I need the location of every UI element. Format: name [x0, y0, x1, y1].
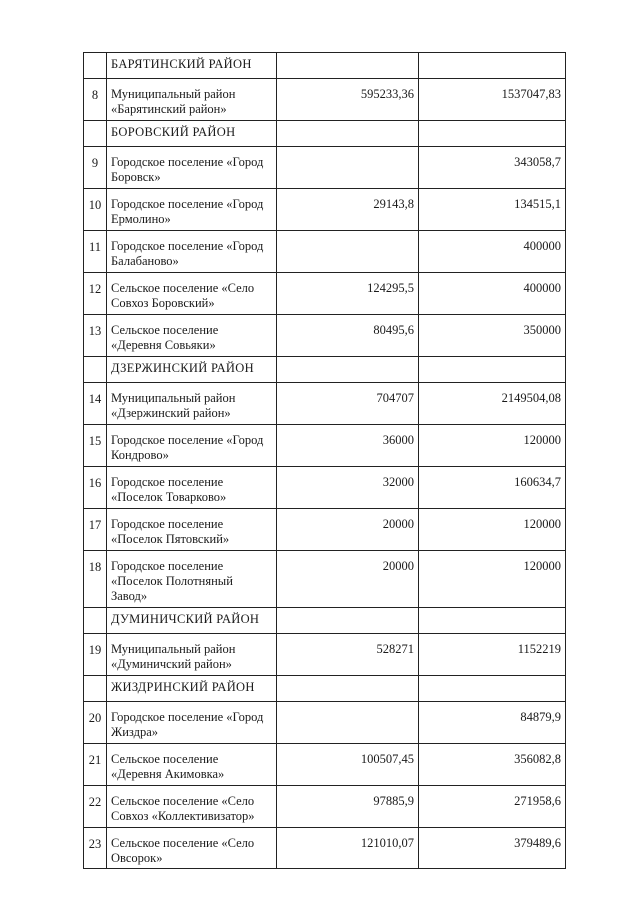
entity-name-cell	[107, 509, 277, 551]
entity-name-cell	[107, 147, 277, 189]
entity-name-cell	[107, 315, 277, 357]
section-num-cell	[84, 121, 107, 147]
table-row	[84, 425, 566, 467]
entity-name-line: Сельское поселение «Село	[111, 281, 255, 295]
section-value-cell	[419, 608, 566, 634]
entity-name-line: Совхоз «Коллективизатор»	[111, 809, 255, 823]
section-value-cell	[419, 121, 566, 147]
section-value-cell	[277, 53, 419, 79]
section-value-cell	[419, 357, 566, 383]
entity-name-line: Сельское поселение «Село	[111, 836, 255, 850]
value-column-2: 120000	[419, 509, 566, 551]
entity-name-cell	[107, 467, 277, 509]
table-row	[84, 551, 566, 608]
table-row	[84, 273, 566, 315]
entity-name-cell	[107, 828, 277, 869]
value-column-2: 120000	[419, 425, 566, 467]
section-num-cell	[84, 608, 107, 634]
entity-name-line: «Думиничский район»	[111, 657, 232, 671]
entity-name-line: Завод»	[111, 589, 148, 603]
value-column-2: 1537047,83	[419, 79, 566, 121]
row-number: 22	[84, 786, 107, 828]
section-title: БОРОВСКИЙ РАЙОН	[107, 121, 277, 147]
section-num-cell	[84, 676, 107, 702]
row-number: 17	[84, 509, 107, 551]
value-column-1: 80495,6	[277, 315, 419, 357]
section-value-cell	[419, 53, 566, 79]
entity-name-cell	[107, 702, 277, 744]
row-number: 14	[84, 383, 107, 425]
entity-name-line: Сельское поселение	[111, 752, 219, 766]
value-column-1: 704707	[277, 383, 419, 425]
table-row	[84, 828, 566, 869]
entity-name-line: «Дзержинский район»	[111, 406, 231, 420]
entity-name-line: Сельское поселение	[111, 323, 219, 337]
table-row	[84, 702, 566, 744]
value-column-2: 343058,7	[419, 147, 566, 189]
value-column-1: 528271	[277, 634, 419, 676]
table-row	[84, 315, 566, 357]
entity-name-line: Жиздра»	[111, 725, 159, 739]
section-value-cell	[277, 676, 419, 702]
value-column-2: 2149504,08	[419, 383, 566, 425]
section-row	[84, 53, 566, 79]
entity-name-cell	[107, 551, 277, 608]
section-title: ДУМИНИЧСКИЙ РАЙОН	[107, 608, 277, 634]
entity-name-line: Овсорок»	[111, 851, 163, 865]
entity-name-line: Городское поселение	[111, 517, 224, 531]
value-column-1: 97885,9	[277, 786, 419, 828]
section-value-cell	[277, 608, 419, 634]
entity-name-cell	[107, 79, 277, 121]
entity-name-line: «Поселок Полотняный	[111, 574, 233, 588]
value-column-1: 100507,45	[277, 744, 419, 786]
entity-name-line: Ермолино»	[111, 212, 171, 226]
row-number: 15	[84, 425, 107, 467]
value-column-1: 32000	[277, 467, 419, 509]
table-row	[84, 786, 566, 828]
value-column-2: 271958,6	[419, 786, 566, 828]
value-column-1: 595233,36	[277, 79, 419, 121]
value-column-1	[277, 231, 419, 273]
value-column-2: 379489,6	[419, 828, 566, 869]
value-column-1: 20000	[277, 551, 419, 608]
table-row	[84, 147, 566, 189]
value-column-2: 1152219	[419, 634, 566, 676]
entity-name-line: Городское поселение «Город	[111, 710, 264, 724]
entity-name-line: Балабаново»	[111, 254, 179, 268]
table-row	[84, 467, 566, 509]
row-number: 12	[84, 273, 107, 315]
section-title: ДЗЕРЖИНСКИЙ РАЙОН	[107, 357, 277, 383]
table-body	[84, 53, 566, 869]
table-row	[84, 231, 566, 273]
entity-name-line: Городское поселение «Город	[111, 197, 264, 211]
entity-name-line: Кондрово»	[111, 448, 169, 462]
row-number: 20	[84, 702, 107, 744]
row-number: 8	[84, 79, 107, 121]
row-number: 9	[84, 147, 107, 189]
value-column-2: 400000	[419, 273, 566, 315]
entity-name-line: Городское поселение «Город	[111, 433, 264, 447]
row-number: 23	[84, 828, 107, 869]
entity-name-line: Городское поселение	[111, 475, 224, 489]
row-number: 16	[84, 467, 107, 509]
entity-name-cell	[107, 383, 277, 425]
entity-name-line: «Поселок Пятовский»	[111, 532, 230, 546]
table-row	[84, 509, 566, 551]
value-column-2: 400000	[419, 231, 566, 273]
entity-name-cell	[107, 634, 277, 676]
section-row	[84, 608, 566, 634]
value-column-2: 350000	[419, 315, 566, 357]
table-row	[84, 79, 566, 121]
row-number: 18	[84, 551, 107, 608]
value-column-1: 124295,5	[277, 273, 419, 315]
section-row	[84, 121, 566, 147]
entity-name-line: Городское поселение	[111, 559, 224, 573]
budget-allocation-table	[83, 52, 566, 869]
value-column-1: 20000	[277, 509, 419, 551]
entity-name-line: Городское поселение «Город	[111, 239, 264, 253]
section-row	[84, 357, 566, 383]
entity-name-line: Сельское поселение «Село	[111, 794, 255, 808]
section-num-cell	[84, 53, 107, 79]
table-row	[84, 189, 566, 231]
value-column-2: 134515,1	[419, 189, 566, 231]
entity-name-cell	[107, 786, 277, 828]
table-row	[84, 383, 566, 425]
entity-name-line: «Деревня Совьяки»	[111, 338, 216, 352]
entity-name-line: «Поселок Товарково»	[111, 490, 227, 504]
entity-name-cell	[107, 744, 277, 786]
entity-name-line: «Деревня Акимовка»	[111, 767, 225, 781]
value-column-1	[277, 147, 419, 189]
value-column-2: 356082,8	[419, 744, 566, 786]
entity-name-line: Городское поселение «Город	[111, 155, 264, 169]
entity-name-line: Муниципальный район	[111, 87, 236, 101]
table-row	[84, 744, 566, 786]
section-title: БАРЯТИНСКИЙ РАЙОН	[107, 53, 277, 79]
row-number: 11	[84, 231, 107, 273]
table-row	[84, 634, 566, 676]
entity-name-line: Совхоз Боровский»	[111, 296, 215, 310]
value-column-2: 84879,9	[419, 702, 566, 744]
entity-name-line: «Барятинский район»	[111, 102, 227, 116]
row-number: 13	[84, 315, 107, 357]
entity-name-line: Боровск»	[111, 170, 161, 184]
section-row	[84, 676, 566, 702]
entity-name-cell	[107, 273, 277, 315]
value-column-1: 36000	[277, 425, 419, 467]
entity-name-line: Муниципальный район	[111, 391, 236, 405]
value-column-2: 160634,7	[419, 467, 566, 509]
value-column-1: 29143,8	[277, 189, 419, 231]
entity-name-cell	[107, 189, 277, 231]
value-column-2: 120000	[419, 551, 566, 608]
row-number: 10	[84, 189, 107, 231]
value-column-1: 121010,07	[277, 828, 419, 869]
section-title: ЖИЗДРИНСКИЙ РАЙОН	[107, 676, 277, 702]
section-value-cell	[277, 121, 419, 147]
section-value-cell	[277, 357, 419, 383]
entity-name-cell	[107, 425, 277, 467]
section-value-cell	[419, 676, 566, 702]
row-number: 21	[84, 744, 107, 786]
section-num-cell	[84, 357, 107, 383]
entity-name-cell	[107, 231, 277, 273]
row-number: 19	[84, 634, 107, 676]
value-column-1	[277, 702, 419, 744]
entity-name-line: Муниципальный район	[111, 642, 236, 656]
